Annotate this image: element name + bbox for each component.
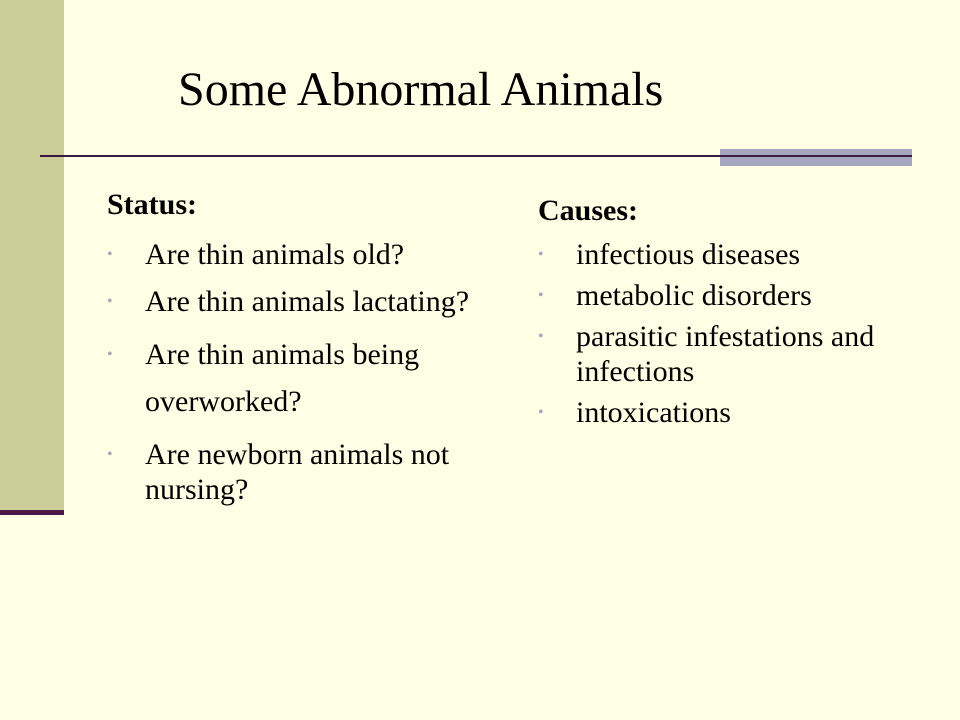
- decorative-side-accent: [0, 510, 64, 515]
- list-item: [107, 437, 507, 507]
- list-item: [538, 278, 938, 313]
- list-item: [538, 395, 938, 430]
- list-item: [107, 284, 507, 319]
- causes-heading: Causes:: [538, 194, 639, 227]
- bullet-dot-icon: •: [538, 328, 544, 345]
- status-heading: Status:: [107, 188, 198, 221]
- causes-list: [538, 237, 938, 430]
- bullet-dot-icon: •: [538, 404, 544, 421]
- list-item: [538, 319, 938, 389]
- list-item-text: infectious diseases: [576, 238, 801, 271]
- list-item-text: intoxications: [576, 396, 731, 429]
- list-item-text: parasitic infestations and infections: [576, 320, 875, 388]
- decorative-side-bar: [0, 0, 64, 513]
- title-divider-accent: [720, 149, 912, 166]
- list-item-text: Are thin animals lactating?: [145, 285, 470, 318]
- list-item: [107, 331, 507, 425]
- status-list: [107, 237, 507, 507]
- bullet-dot-icon: •: [107, 346, 113, 363]
- bullet-dot-icon: •: [538, 287, 544, 304]
- list-item: [107, 237, 507, 272]
- bullet-dot-icon: •: [538, 246, 544, 263]
- bullet-dot-icon: •: [107, 293, 113, 310]
- list-item-text: metabolic disorders: [576, 279, 812, 312]
- bullet-dot-icon: •: [107, 246, 113, 263]
- status-column: [107, 187, 507, 519]
- bullet-dot-icon: •: [107, 446, 113, 463]
- slide-title: Some Abnormal Animals: [178, 63, 664, 116]
- list-item-text: Are thin animals old?: [145, 238, 405, 271]
- list-item-text: Are newborn animals not nursing?: [145, 438, 450, 506]
- list-item-text: Are thin animals being overworked?: [145, 338, 420, 418]
- list-item: [538, 237, 938, 272]
- causes-column: [538, 193, 938, 436]
